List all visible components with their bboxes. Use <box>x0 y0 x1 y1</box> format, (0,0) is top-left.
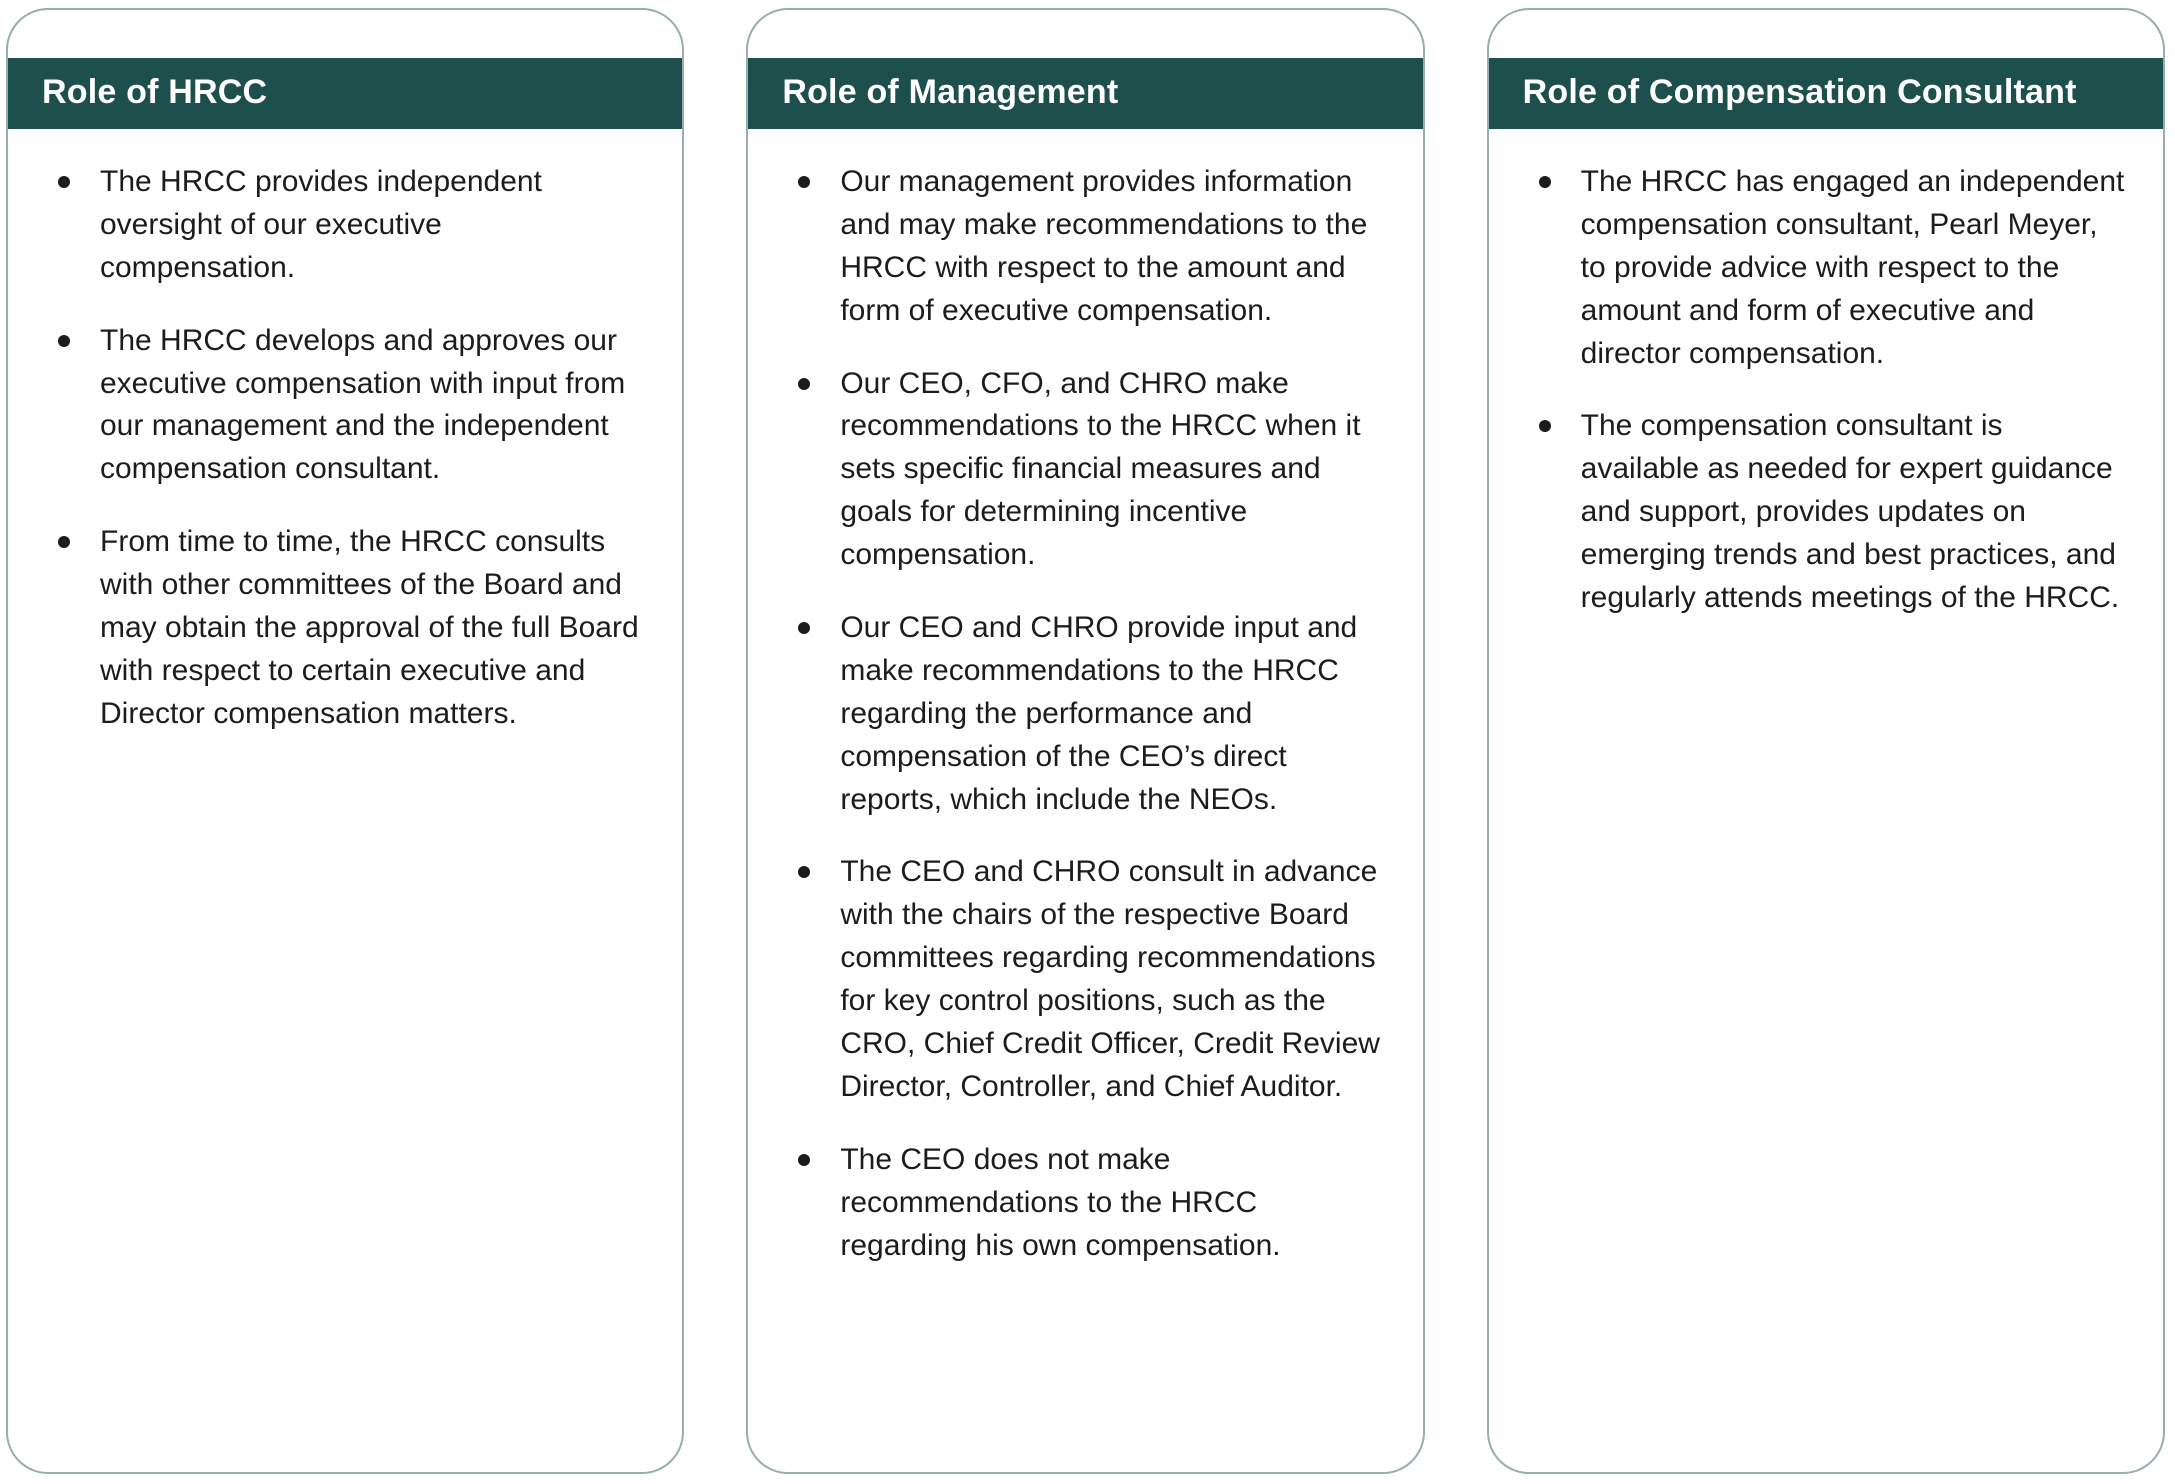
card-title: Role of Management <box>782 73 1119 111</box>
bullet-item: Our CEO and CHRO provide input and make recommendations to the HRCC regarding the performance and compensation of the CEO’s direct reports, which include the NEOs. <box>794 607 1384 821</box>
bullet-list <box>1535 161 2125 620</box>
bullet-item: Our CEO, CFO, and CHRO make recommendations to the HRCC when it sets specific financial measures and goals for determining incentive compensation. <box>794 363 1384 577</box>
card-role-of-compensation-consultant <box>1487 8 2165 1474</box>
bullet-list <box>54 161 644 736</box>
bullet-list <box>794 161 1384 1267</box>
bullet-item: The HRCC has engaged an independent compensation consultant, Pearl Meyer, to provide advice with respect to the amount and form of executive and director compensation. <box>1535 161 2125 375</box>
card-body <box>748 129 1422 1327</box>
card-body <box>1489 129 2163 680</box>
card-header <box>1489 58 2163 129</box>
bullet-item: The compensation consultant is available as needed for expert guidance and support, provides updates on emerging trends and best practices, and regularly attends meetings of the HRCC. <box>1535 405 2125 619</box>
bullet-item: Our management provides information and may make recommendations to the HRCC with respect to the amount and form of executive compensation. <box>794 161 1384 333</box>
card-role-of-management <box>746 8 1424 1474</box>
bullet-item: From time to time, the HRCC consults with other committees of the Board and may obtain the approval of the full Board with respect to certain executive and Director compensation matters. <box>54 521 644 735</box>
bullet-item: The HRCC provides independent oversight of our executive compensation. <box>54 161 644 290</box>
card-header <box>748 58 1422 129</box>
card-title: Role of HRCC <box>42 73 268 111</box>
bullet-item: The CEO and CHRO consult in advance with the chairs of the respective Board committees regarding recommendations for key control positions, such as the CRO, Chief Credit Officer, Credit Review Director, Controller, and Chief Auditor. <box>794 851 1384 1108</box>
card-title: Role of Compensation Consultant <box>1522 73 2077 111</box>
card-role-of-hrcc <box>6 8 684 1474</box>
bullet-item: The CEO does not make recommendations to the HRCC regarding his own compensation. <box>794 1139 1384 1268</box>
bullet-item: The HRCC develops and approves our executive compensation with input from our management and the independent compensation consultant. <box>54 320 644 492</box>
card-header <box>8 58 682 129</box>
card-body <box>8 129 682 796</box>
